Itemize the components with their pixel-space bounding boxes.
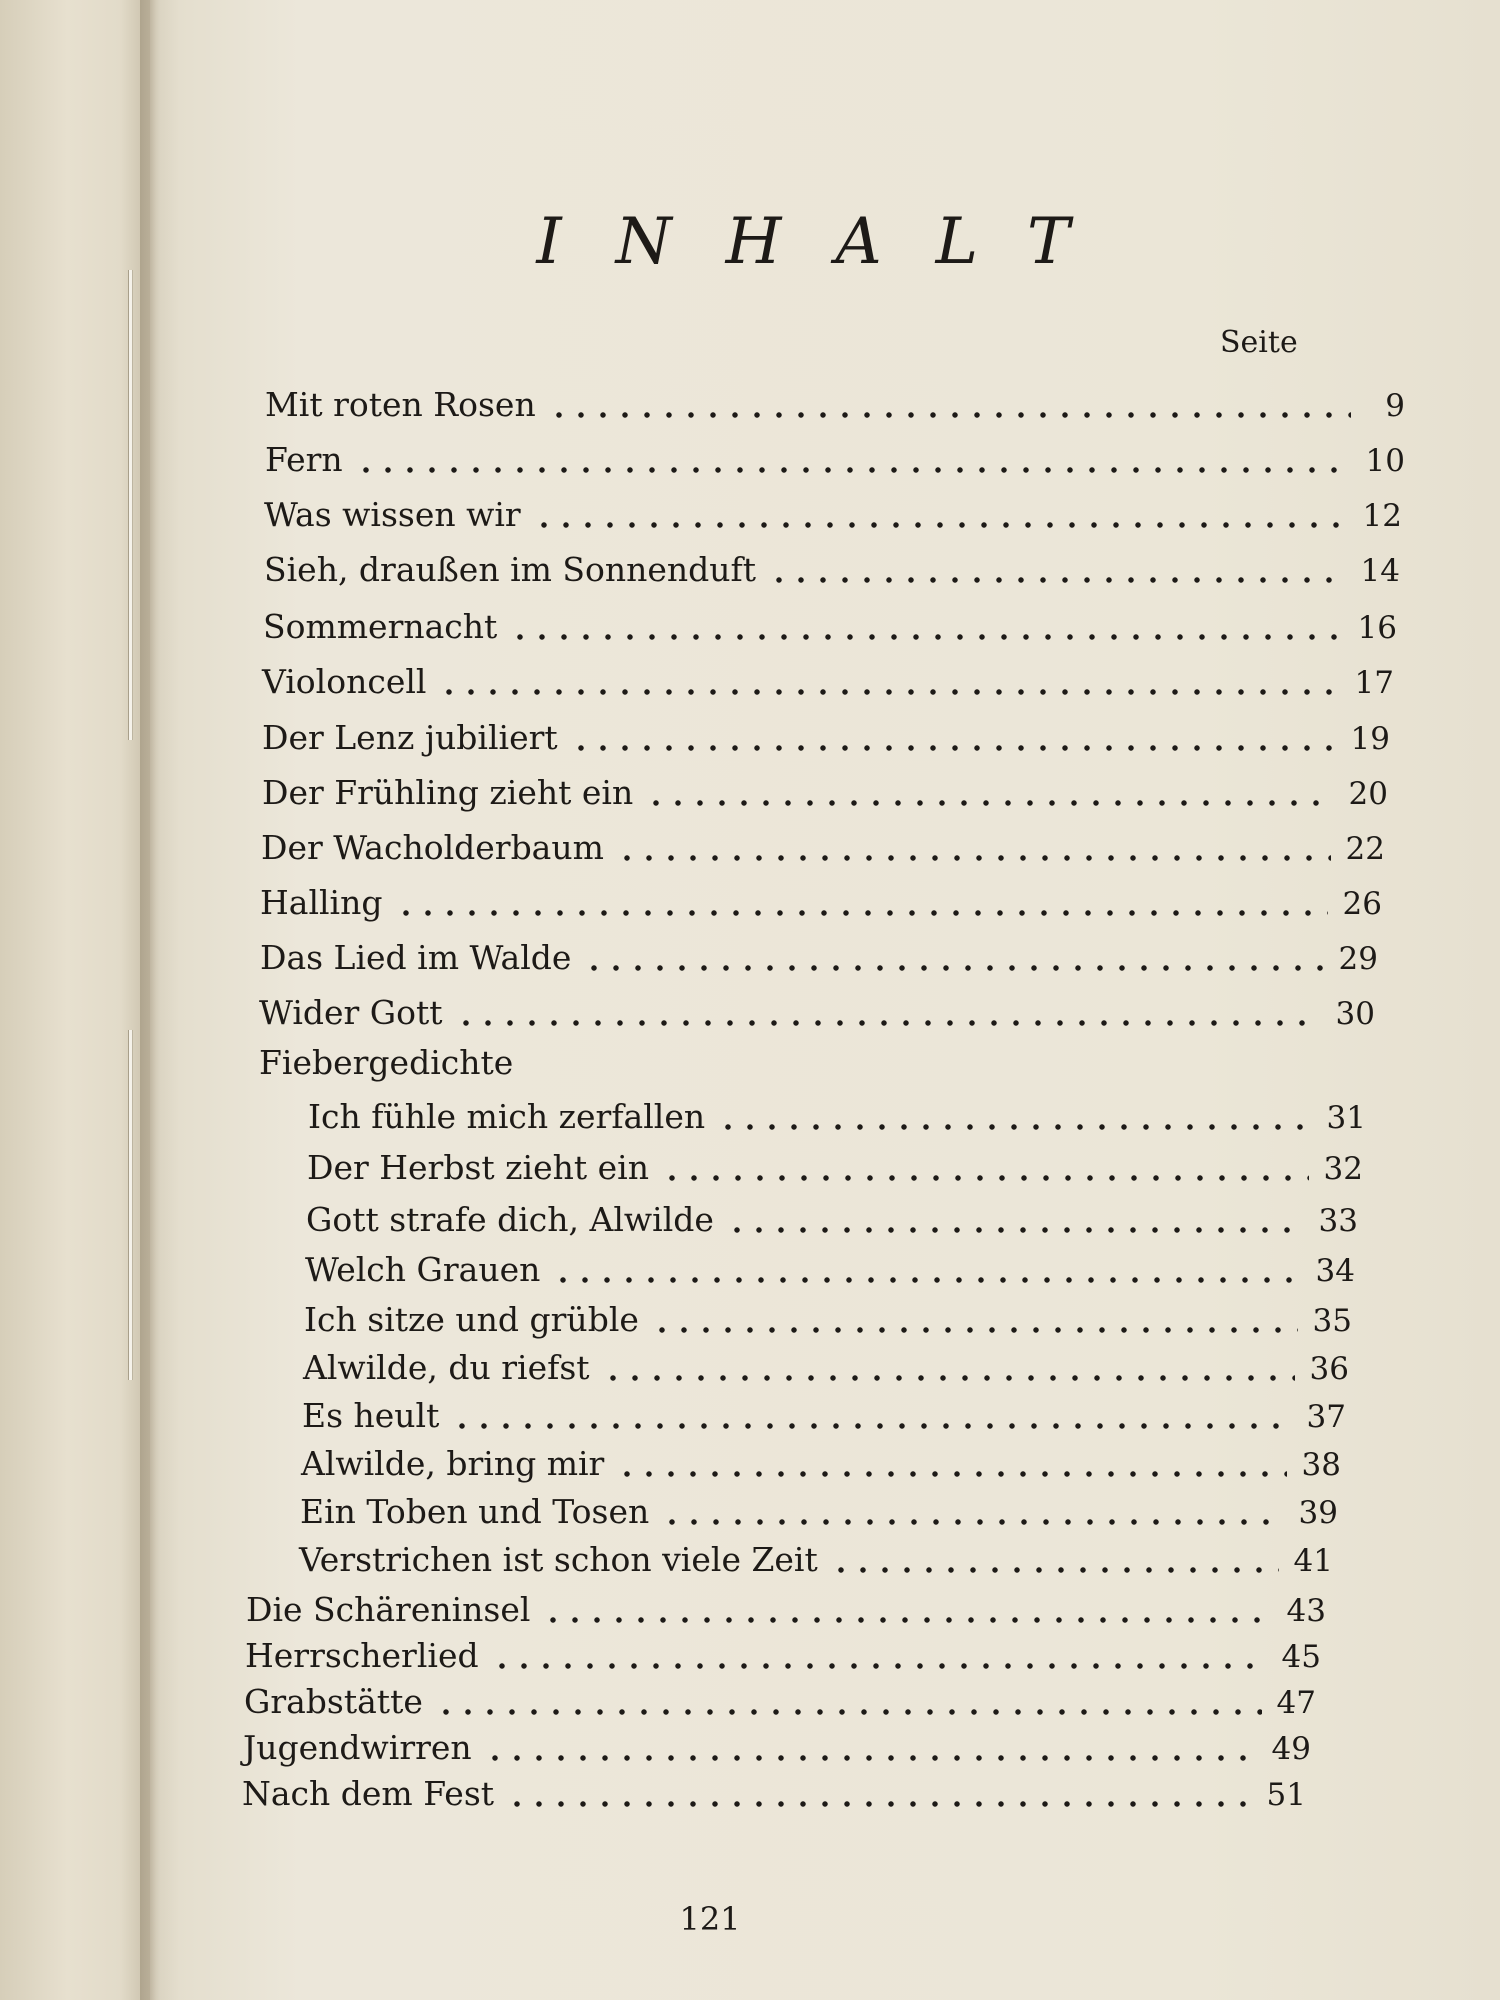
- toc-entry: [261, 828, 1385, 874]
- toc-entry-title: Verstrichen ist schon viele Zeit: [299, 1540, 818, 1579]
- toc-entry-title: Fern: [265, 440, 343, 479]
- toc-entry: [260, 883, 1382, 929]
- dot-leader: [435, 1709, 1262, 1715]
- toc-entry: [308, 1097, 1366, 1143]
- page-number: 121: [679, 1900, 741, 1938]
- dot-leader: [548, 412, 1351, 418]
- page-title: INHALT: [536, 205, 1124, 279]
- toc-entry: [305, 1250, 1355, 1296]
- toc-entry-title: Der Wacholderbaum: [261, 828, 604, 867]
- toc-entry-title: Die Schäreninsel: [246, 1590, 531, 1629]
- toc-entry: [262, 718, 1390, 764]
- toc-entry-page: 38: [1301, 1447, 1341, 1483]
- toc-entry-title: Was wissen wir: [264, 495, 521, 534]
- toc-entry-title: Alwilde, du riefst: [303, 1348, 590, 1387]
- dot-leader: [455, 1020, 1321, 1026]
- toc-entry-page: 45: [1281, 1639, 1321, 1675]
- toc-entry-title: Grabstätte: [244, 1682, 423, 1721]
- toc-entry-page: 33: [1318, 1203, 1358, 1239]
- dot-leader: [542, 1617, 1272, 1623]
- toc-entry-page: 19: [1350, 721, 1390, 757]
- toc-entry-page: 9: [1385, 388, 1405, 424]
- toc-entry-page: 30: [1335, 996, 1375, 1032]
- toc-entry: [263, 607, 1397, 653]
- toc-entry: [303, 1348, 1349, 1394]
- toc-entry-page: 34: [1315, 1253, 1355, 1289]
- toc-entry-page: 35: [1312, 1303, 1352, 1339]
- dot-leader: [491, 1663, 1267, 1669]
- toc-entry-page: 41: [1293, 1543, 1333, 1579]
- toc-entry-title: Sieh, draußen im Sonnenduft: [264, 550, 757, 589]
- toc-entry: [262, 773, 1388, 819]
- dot-leader: [661, 1519, 1284, 1525]
- dot-leader: [451, 1423, 1292, 1429]
- toc-entry: [302, 1396, 1346, 1442]
- dot-leader: [484, 1755, 1257, 1761]
- toc-entry-page: 32: [1323, 1151, 1363, 1187]
- toc-entry-title: Der Lenz jubiliert: [262, 718, 558, 757]
- toc-entry-page: 36: [1309, 1351, 1349, 1387]
- toc-entry: [300, 1492, 1338, 1538]
- dot-leader: [570, 745, 1336, 751]
- toc-entry: [264, 550, 1400, 596]
- toc-entry: [242, 1774, 1306, 1820]
- toc-entry-page: 20: [1348, 776, 1388, 812]
- toc-entry-title: Wider Gott: [259, 993, 443, 1032]
- binding-stitch: [128, 1030, 133, 1380]
- dot-leader: [830, 1567, 1279, 1573]
- dot-leader: [661, 1175, 1309, 1181]
- toc-entry-title: Alwilde, bring mir: [301, 1444, 605, 1483]
- toc-entry: [265, 385, 1405, 431]
- toc-entry: [304, 1300, 1352, 1346]
- toc-entry: [259, 993, 1375, 1039]
- dot-leader: [438, 689, 1340, 695]
- toc-entry-page: 51: [1266, 1777, 1306, 1813]
- dot-leader: [506, 1801, 1252, 1807]
- toc-entry-page: 14: [1360, 553, 1400, 589]
- dot-leader: [717, 1124, 1312, 1130]
- toc-entry-title: Nach dem Fest: [242, 1774, 495, 1813]
- toc-entry-page: 49: [1271, 1731, 1311, 1767]
- page-column-label: Seite: [1220, 325, 1298, 360]
- toc-entry-page: 26: [1342, 886, 1382, 922]
- table-of-contents-page: [160, 0, 1500, 2000]
- toc-entry: [307, 1148, 1363, 1194]
- dot-leader: [616, 855, 1331, 861]
- toc-entry: [244, 1682, 1316, 1728]
- toc-entry-title: Gott strafe dich, Alwilde: [306, 1200, 714, 1239]
- toc-entry-page: 47: [1276, 1685, 1316, 1721]
- toc-section-title: Fiebergedichte: [259, 1043, 514, 1082]
- toc-entry-title: Ein Toben und Tosen: [300, 1492, 650, 1531]
- toc-entry-title: Ich fühle mich zerfallen: [308, 1097, 706, 1136]
- toc-list: [160, 0, 1500, 2000]
- toc-entry-title: Sommernacht: [263, 607, 498, 646]
- toc-entry-title: Es heult: [302, 1396, 440, 1435]
- toc-entry: [306, 1200, 1358, 1246]
- toc-entry-title: Violoncell: [262, 662, 427, 701]
- dot-leader: [395, 910, 1329, 916]
- toc-entry-title: Der Herbst zieht ein: [307, 1148, 649, 1187]
- toc-entry-page: 10: [1365, 443, 1405, 479]
- toc-entry-title: Halling: [260, 883, 383, 922]
- dot-leader: [533, 522, 1348, 528]
- toc-entry: [243, 1728, 1311, 1774]
- toc-entry-title: Mit roten Rosen: [265, 385, 536, 424]
- dot-leader: [602, 1375, 1295, 1381]
- toc-entry-page: 12: [1362, 498, 1402, 534]
- dot-leader: [645, 800, 1334, 806]
- toc-entry-title: Jugendwirren: [243, 1728, 472, 1767]
- toc-entry: [264, 495, 1402, 541]
- toc-entry: [246, 1590, 1326, 1636]
- toc-entry-page: 31: [1326, 1100, 1366, 1136]
- toc-entry-title: Herrscherlied: [245, 1636, 479, 1675]
- toc-entry-page: 43: [1286, 1593, 1326, 1629]
- toc-entry-page: 16: [1357, 610, 1397, 646]
- toc-entry: [299, 1540, 1333, 1586]
- toc-entry: [262, 662, 1394, 708]
- dot-leader: [509, 634, 1343, 640]
- toc-section-heading: [259, 1043, 759, 1089]
- dot-leader: [651, 1327, 1298, 1333]
- dot-leader: [355, 467, 1351, 473]
- toc-entry: [265, 440, 1405, 486]
- dot-leader: [583, 965, 1324, 971]
- toc-entry-title: Das Lied im Walde: [260, 938, 572, 977]
- dot-leader: [768, 577, 1346, 583]
- toc-entry-page: 37: [1306, 1399, 1346, 1435]
- toc-entry-page: 22: [1345, 831, 1385, 867]
- toc-entry-title: Der Frühling zieht ein: [262, 773, 634, 812]
- toc-entry: [245, 1636, 1321, 1682]
- toc-entry-page: 39: [1298, 1495, 1338, 1531]
- toc-entry-page: 17: [1354, 665, 1394, 701]
- toc-entry-title: Welch Grauen: [305, 1250, 541, 1289]
- toc-entry: [301, 1444, 1341, 1490]
- dot-leader: [616, 1471, 1287, 1477]
- toc-entry-title: Ich sitze und grüble: [304, 1300, 639, 1339]
- dot-leader: [726, 1227, 1304, 1233]
- dot-leader: [552, 1277, 1301, 1283]
- binding-stitch: [128, 270, 133, 740]
- toc-entry: [260, 938, 1378, 984]
- toc-entry-page: 29: [1338, 941, 1378, 977]
